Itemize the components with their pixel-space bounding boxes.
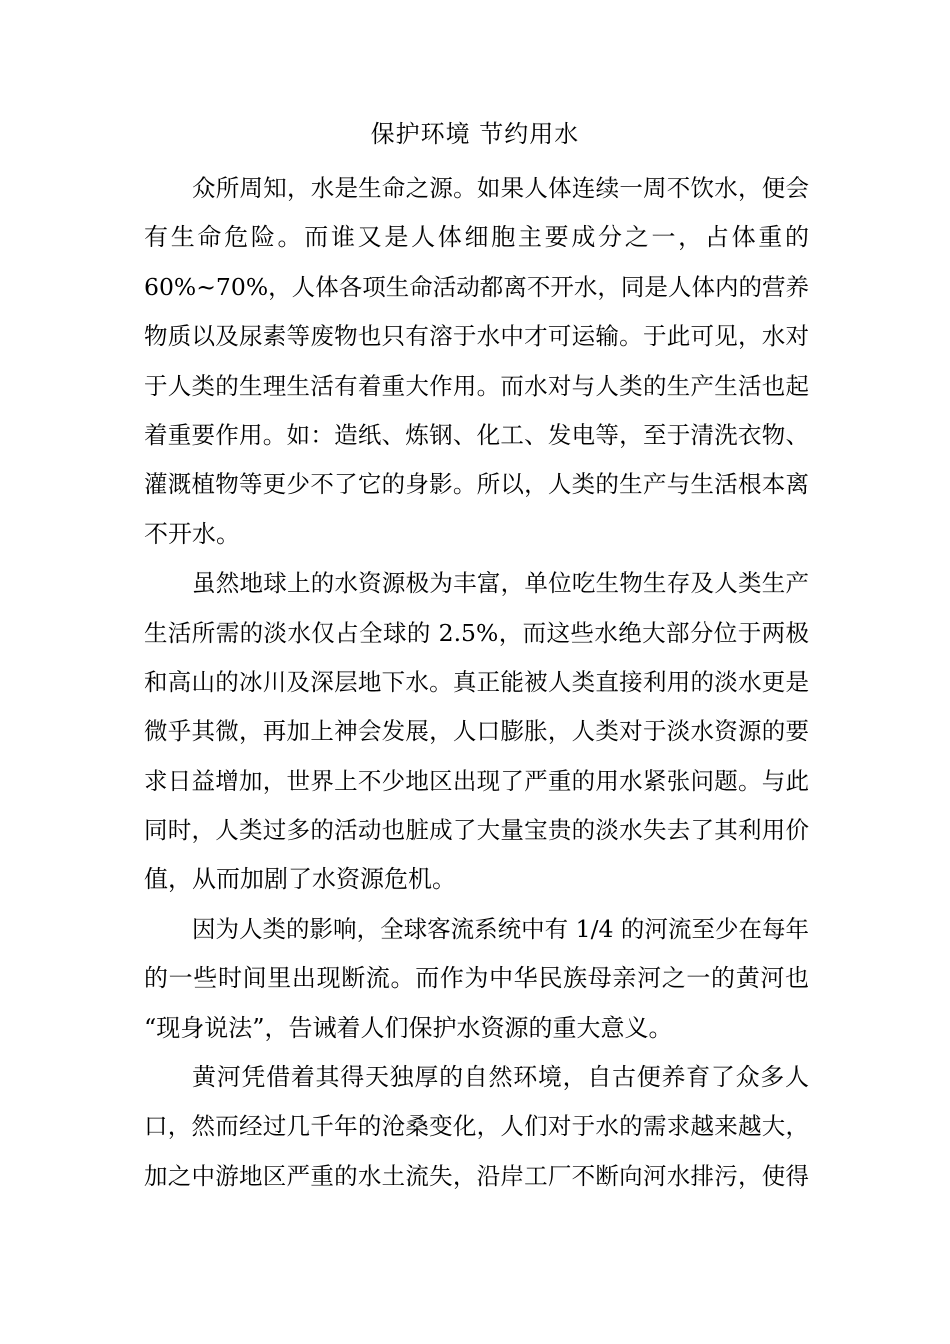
paragraph-line: 的一些时间里出现断流。而作为中华民族母亲河之一的黄河也 [144,964,809,993]
paragraph-line: 众所周知，水是生命之源。如果人体连续一周不饮水，便会 [192,174,809,202]
paragraph-line: “现身说法”，告诫着人们保护水资源的重大意义。 [144,1013,673,1042]
paragraph-line: 加之中游地区严重的水土流失，沿岸工厂不断向河水排污，使得 [144,1161,809,1190]
paragraph-line: 口，然而经过几千年的沧桑变化，人们对于水的需求越来越大， [144,1112,809,1141]
paragraph [144,1053,809,1201]
paragraph-line: 虽然地球上的水资源极为丰富，单位吃生物生存及人类生产 [192,569,809,598]
paragraph [144,905,809,1053]
paragraph-line: 生活所需的淡水仅占全球的 2.5%，而这些水绝大部分位于两极 [144,618,809,647]
paragraph-line: 物质以及尿素等废物也只有溶于水中才可运输。于此可见，水对 [144,322,809,351]
paragraph-line: 着重要作用。如：造纸、炼钢、化工、发电等，至于清洗衣物、 [144,420,809,449]
paragraph-line: 灌溉植物等更少不了它的身影。所以，人类的生产与生活根本离 [144,470,809,499]
paragraph-line: 因为人类的影响，全球客流系统中有 1/4 的河流至少在每年 [192,914,809,943]
paragraph-line: 于人类的生理生活有着重大作用。而水对与人类的生产生活也起 [144,371,809,400]
page-title: 保护环境 节约用水 [370,120,580,148]
paragraph-line: 同时，人类过多的活动也脏成了大量宝贵的淡水失去了其利用价 [144,816,809,845]
paragraph [144,559,809,905]
paragraph-line: 有生命危险。而谁又是人体细胞主要成分之一，占体重的 [144,223,809,252]
paragraph-line: 值，从而加剧了水资源危机。 [144,865,456,894]
paragraph-line: 求日益增加，世界上不少地区出现了严重的用水紧张问题。与此 [144,766,809,795]
document-body [144,164,809,1201]
paragraph-line: 微乎其微，再加上神会发展，人口膨胀，人类对于淡水资源的要 [144,717,809,746]
paragraph [144,164,809,559]
paragraph-line: 和高山的冰川及深层地下水。真正能被人类直接利用的淡水更是 [144,667,809,696]
paragraph-line: 黄河凭借着其得天独厚的自然环境，自古便养育了众多人 [192,1063,809,1092]
paragraph-line: 不开水。 [144,519,240,548]
paragraph-line: 60%~70%，人体各项生命活动都离不开水，同是人体内的营养 [144,272,809,301]
